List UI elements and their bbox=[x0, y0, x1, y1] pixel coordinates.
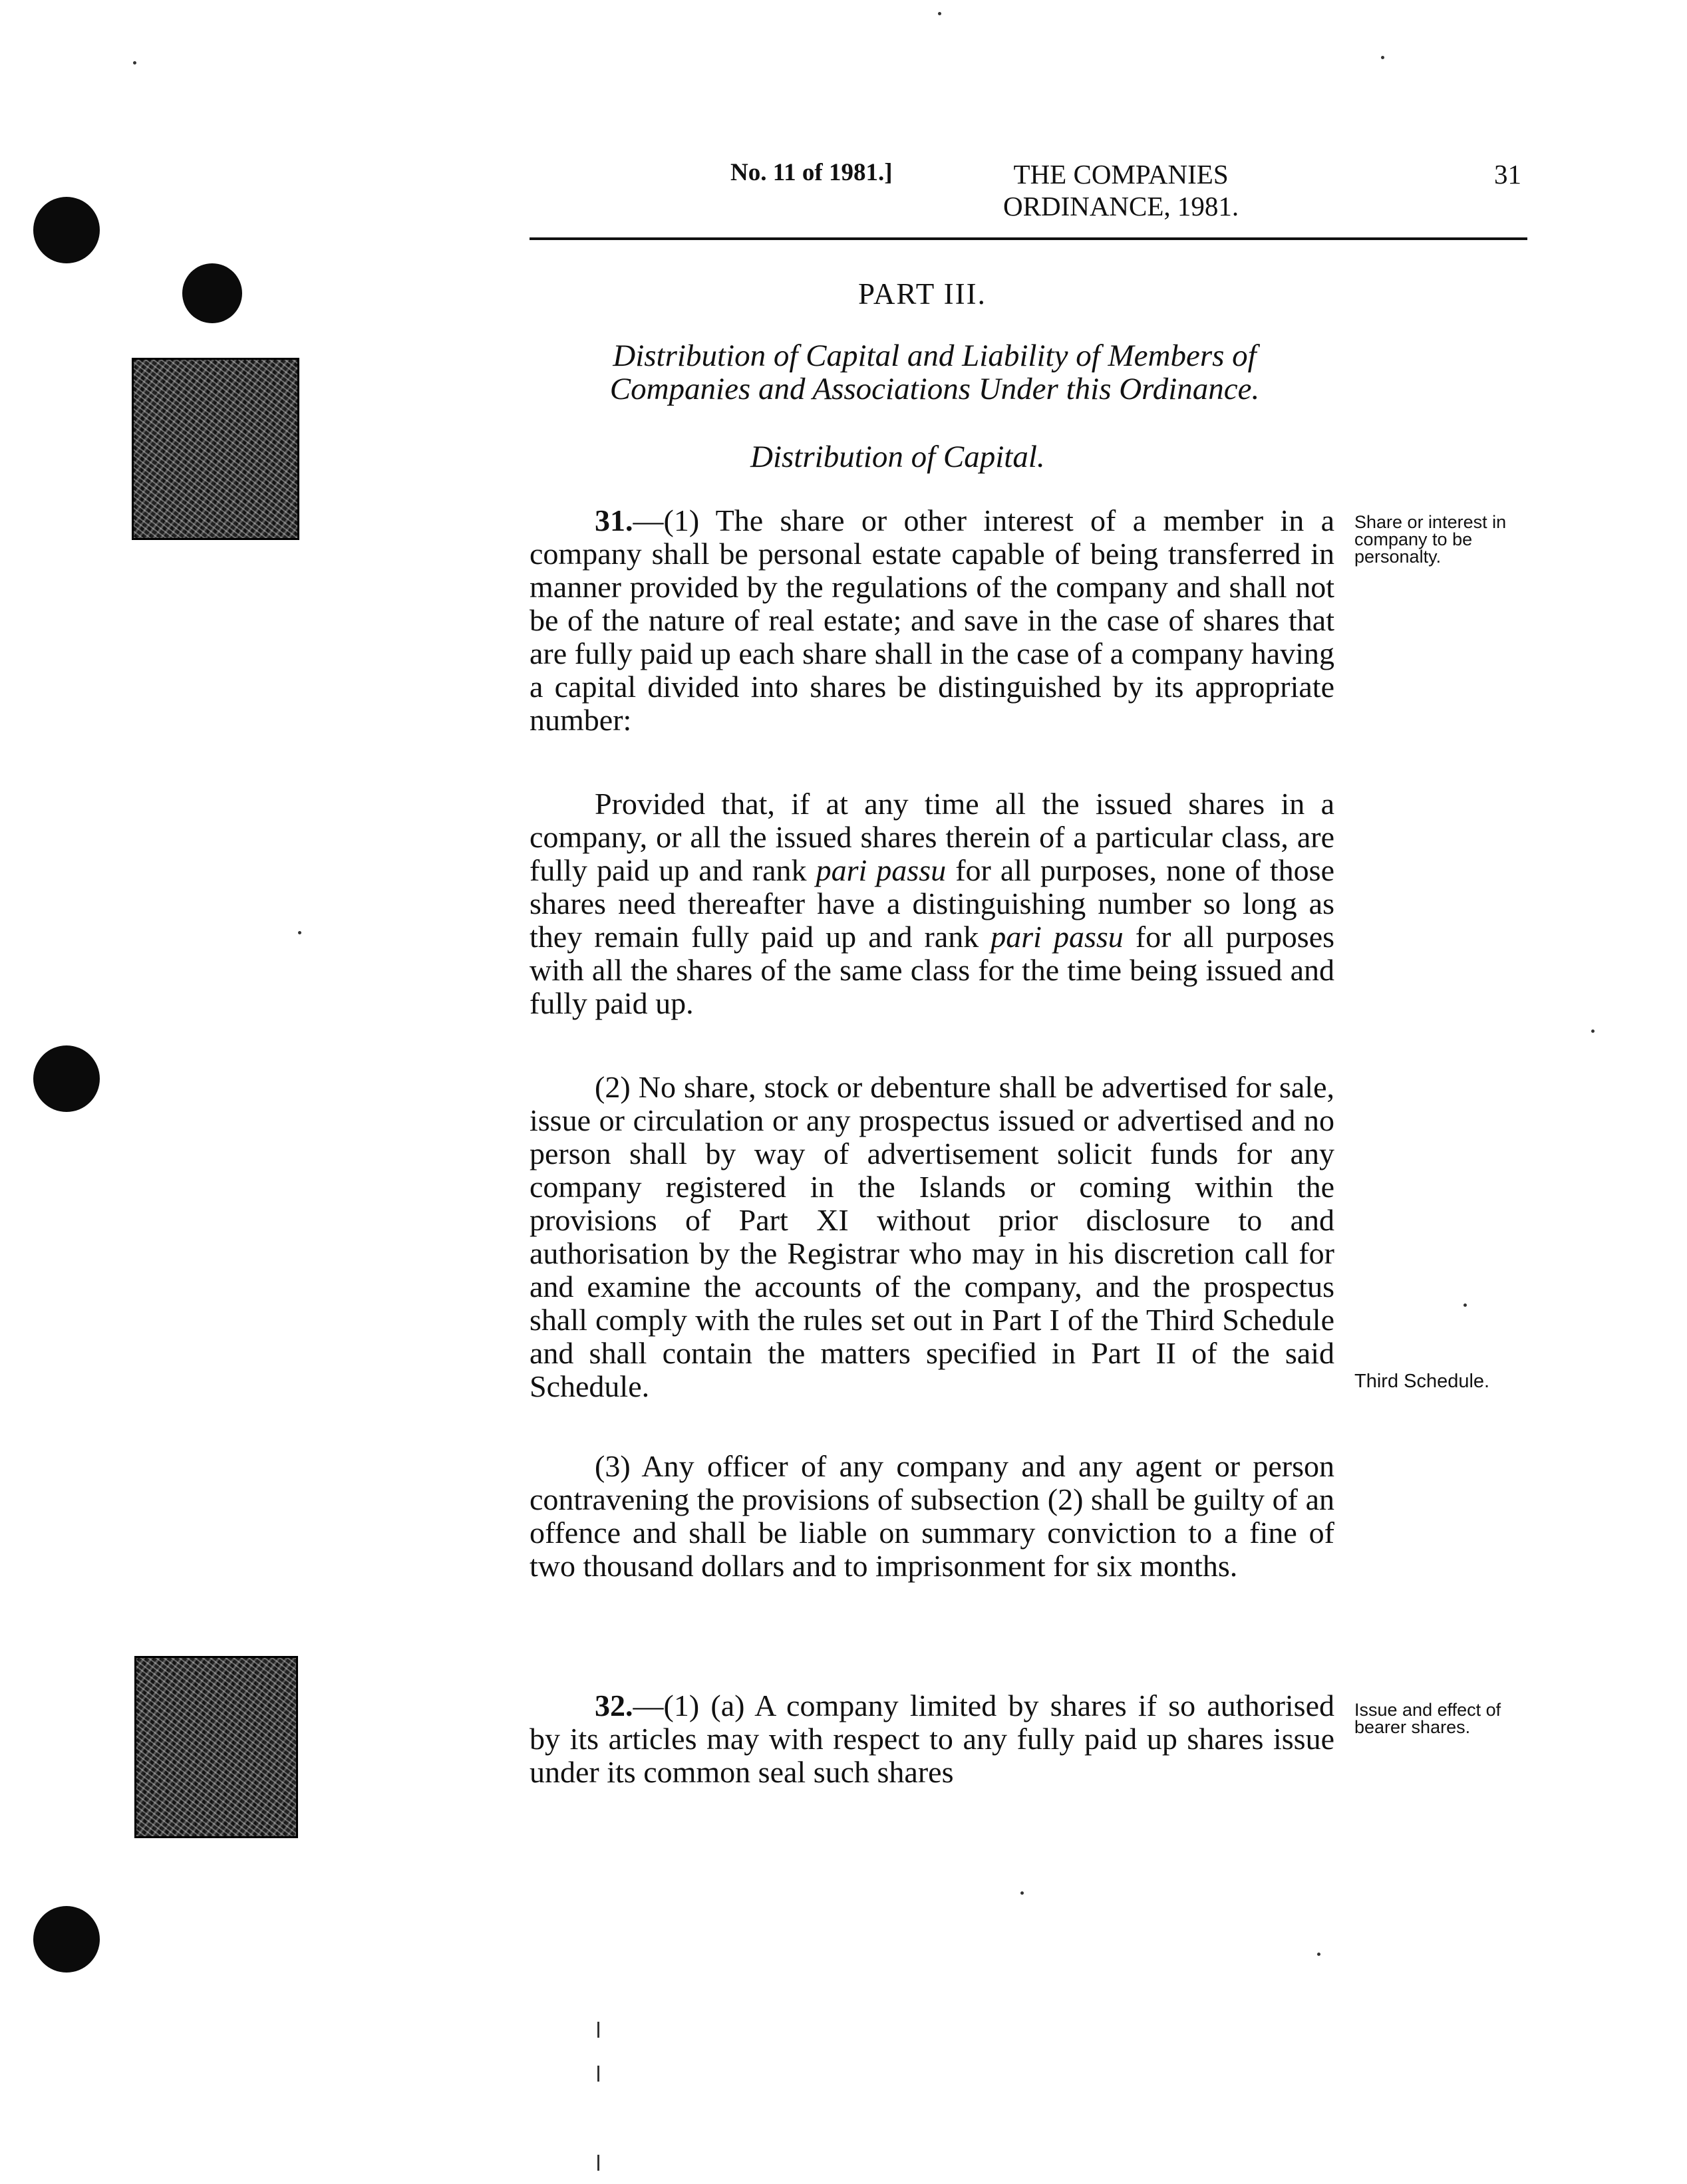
proviso-text-a: Provided that, if at any time all the issued shares in a company, or all the issued shares therein of a particular class, are fully paid up and rank bbox=[530, 787, 1334, 887]
part-title-line1: Distribution of Capital and Liability of Members of bbox=[613, 339, 1257, 373]
page-number: 31 bbox=[1494, 159, 1521, 190]
binder-hole bbox=[182, 263, 242, 323]
scan-speck bbox=[1591, 1029, 1595, 1033]
binder-hole bbox=[33, 1045, 100, 1112]
scan-mark bbox=[597, 2155, 599, 2171]
section-31-subsection-2 bbox=[530, 1071, 1334, 1403]
margin-note-personalty: Share or interest in company to be personalty. bbox=[1354, 512, 1507, 567]
running-title-line1: THE COMPANIES bbox=[1013, 159, 1229, 190]
binder-hole bbox=[33, 197, 100, 263]
subsection-3-text: (3) Any officer of any company and any agent or person contravening the provisions of subsection (2) shall be guilty of an offence and shall be liable on summary conviction to a fine of two thousand dollars and to imprisonment for six months. bbox=[530, 1449, 1334, 1583]
scan-noise-patch bbox=[134, 1656, 298, 1838]
header-rule bbox=[530, 237, 1527, 240]
part-heading: PART III. bbox=[858, 277, 987, 311]
running-title bbox=[1003, 158, 1239, 222]
scan-speck bbox=[1463, 1303, 1467, 1307]
section-31-subsection-3 bbox=[530, 1450, 1334, 1583]
scan-noise-patch bbox=[132, 358, 299, 540]
margin-note-third-schedule: Third Schedule. bbox=[1354, 1371, 1490, 1392]
proviso-italic-2: pari passu bbox=[991, 920, 1124, 954]
subsection-2-text: (2) No share, stock or debenture shall be advertised for sale, issue or circulation or any prospectus issued or advertised and no person shall by way of advertisement solicit funds for any company registered in the Islands or coming within the provisions of Part XI without prior disclosure to and authorisation by the Registrar who may in his discretion call for and examine the accounts of the company, and the prospectus shall comply with the rules set out in Part I of the Third Schedule and shall contain the matters specified in Part II of the said Schedule. bbox=[530, 1070, 1334, 1403]
scan-speck bbox=[938, 12, 941, 15]
scan-speck bbox=[1020, 1891, 1024, 1895]
section-31-subsection-1 bbox=[530, 504, 1334, 737]
margin-note-bearer-shares: Issue and effect of bearer shares. bbox=[1354, 1700, 1501, 1737]
part-title-line2: Companies and Associations Under this Ordinance. bbox=[609, 372, 1260, 406]
scan-speck bbox=[133, 61, 136, 65]
section-32 bbox=[530, 1689, 1334, 1789]
section-number: 31. bbox=[595, 503, 633, 537]
scan-speck bbox=[1317, 1953, 1320, 1956]
scan-mark bbox=[597, 2022, 599, 2038]
proviso-text-c: for all purposes with all the shares of the same class for the time being issued and fully paid up. bbox=[530, 920, 1335, 1020]
proviso-italic-1: pari passu bbox=[816, 853, 947, 887]
part-title bbox=[526, 339, 1344, 406]
running-title-line2: ORDINANCE, 1981. bbox=[1003, 191, 1239, 221]
scan-mark bbox=[597, 2066, 599, 2082]
scan-speck bbox=[1381, 56, 1384, 59]
section-text: —(1) The share or other interest of a member in a company shall be personal estate capable of being transferred in manner provided by the regulations of the company and shall not be of the nature of real estate; and save in the case of shares that are fully paid up each share shall in the case of a company having a capital divided into shares be distinguished by its appropriate number: bbox=[530, 503, 1334, 737]
proviso-text-b: for all purposes, none of those shares need thereafter have a distinguishing number so long as they remain fully paid up and rank bbox=[530, 853, 1335, 954]
section-number: 32. bbox=[595, 1689, 633, 1722]
binder-hole bbox=[33, 1906, 100, 1973]
scan-speck bbox=[298, 931, 301, 934]
subheading: Distribution of Capital. bbox=[750, 440, 1045, 474]
proviso-paragraph bbox=[530, 787, 1334, 1020]
section-text: —(1) (a) A company limited by shares if so authorised by its articles may with respect to any fully paid up shares issue under its common seal such shares bbox=[530, 1689, 1334, 1789]
act-number: No. 11 of 1981.] bbox=[730, 159, 893, 186]
